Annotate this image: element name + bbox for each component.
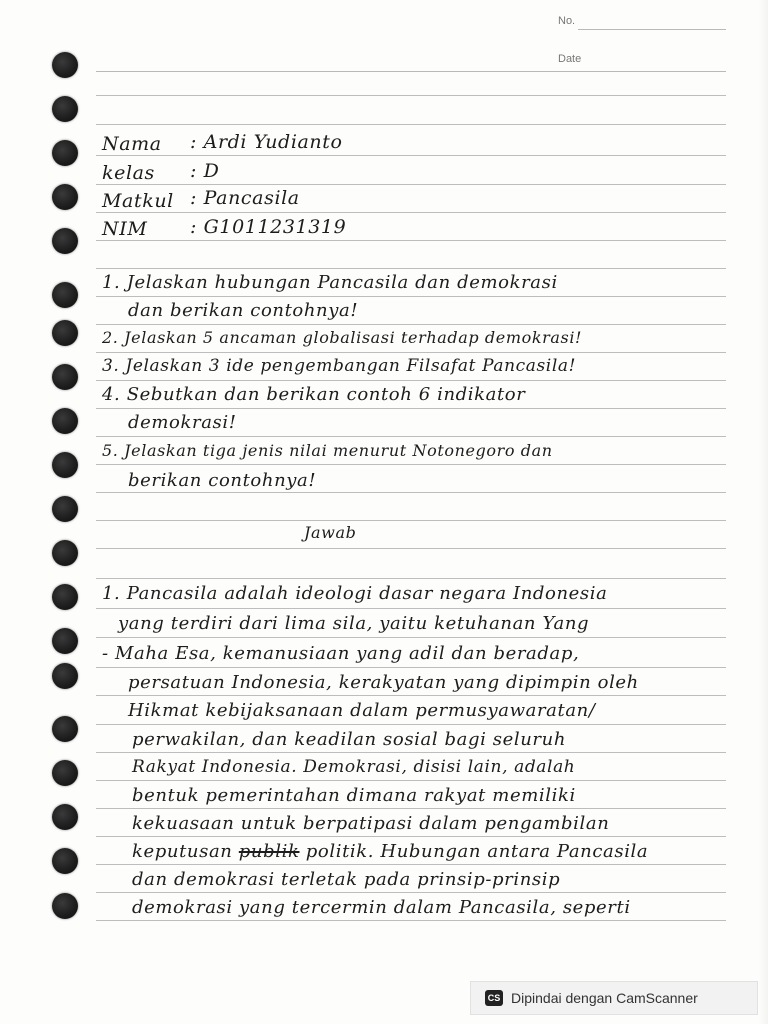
date-line (96, 71, 726, 72)
ruled-line (96, 464, 726, 465)
ruled-line (96, 95, 726, 96)
binder-hole (52, 96, 78, 122)
info-value-kelas: : D (190, 160, 220, 182)
ruled-line (96, 695, 726, 696)
ruled-line (96, 864, 726, 865)
ruled-line (96, 608, 726, 609)
binder-hole (52, 848, 78, 874)
binder-hole (52, 893, 78, 919)
answer-line: Hikmat kebijaksanaan dalam permusyawaratan/ (128, 700, 596, 721)
question-line: 1. Jelaskan hubungan Pancasila dan demokrasi (102, 272, 558, 293)
ruled-line (96, 920, 726, 921)
question-line: dan berikan contohnya! (128, 300, 359, 321)
ruled-line (96, 324, 726, 325)
answer-line: bentuk pemerintahan dimana rakyat memiliki (132, 785, 576, 806)
answer-line: dan demokrasi terletak pada prinsip-prinsip (132, 869, 561, 890)
answer-line: 1. Pancasila adalah ideologi dasar negara Indonesia (102, 583, 608, 604)
ruled-line (96, 436, 726, 437)
answer-line-prefix: keputusan (132, 841, 233, 862)
binder-hole (52, 408, 78, 434)
ruled-line (96, 637, 726, 638)
ruled-line (96, 408, 726, 409)
question-line: 2. Jelaskan 5 ancaman globalisasi terhadap demokrasi! (102, 328, 583, 347)
page-edge-shadow (758, 0, 768, 1024)
info-value-matkul: : Pancasila (190, 187, 300, 209)
ruled-line (96, 268, 726, 269)
ruled-line (96, 296, 726, 297)
question-line: 5. Jelaskan tiga jenis nilai menurut Notonegoro dan (102, 441, 553, 460)
ruled-line (96, 578, 726, 579)
info-value-nim: : G1011231319 (190, 216, 347, 238)
binder-hole (52, 804, 78, 830)
ruled-line (96, 667, 726, 668)
answer-line: perwakilan, dan keadilan sosial bagi seluruh (132, 729, 567, 750)
binder-hole (52, 716, 78, 742)
struck-word: publik (238, 841, 300, 862)
question-line: demokrasi! (128, 412, 237, 433)
binder-hole (52, 184, 78, 210)
answer-line: Rakyat Indonesia. Demokrasi, disisi lain, adalah (132, 757, 576, 777)
binder-hole (52, 584, 78, 610)
binder-hole (52, 663, 78, 689)
ruled-line (96, 780, 726, 781)
binder-hole (52, 52, 78, 78)
ruled-line (96, 212, 726, 213)
binder-hole (52, 228, 78, 254)
answer-line: kekuasaan untuk berpatipasi dalam pengambilan (132, 813, 610, 834)
binder-hole (52, 282, 78, 308)
camscanner-text: Dipindai dengan CamScanner (511, 990, 698, 1006)
binder-hole (52, 496, 78, 522)
info-label-nama: Nama (102, 133, 162, 155)
ruled-line (96, 184, 726, 185)
answer-line: demokrasi yang tercermin dalam Pancasila, seperti (132, 897, 631, 918)
binder-hole (52, 140, 78, 166)
answer-line: persatuan Indonesia, kerakyatan yang dipimpin oleh (128, 672, 639, 693)
binder-hole (52, 452, 78, 478)
ruled-line (96, 892, 726, 893)
ruled-line (96, 124, 726, 125)
ruled-line (96, 724, 726, 725)
question-line: berikan contohnya! (128, 470, 317, 491)
ruled-line (96, 240, 726, 241)
binder-hole (52, 364, 78, 390)
no-label: No. (558, 15, 576, 27)
date-label: Date (558, 53, 582, 65)
info-value-nama: : Ardi Yudianto (190, 131, 343, 153)
ruled-line (96, 808, 726, 809)
no-line (578, 29, 726, 30)
answer-heading: Jawab (304, 523, 357, 542)
binder-hole (52, 628, 78, 654)
info-label-kelas: kelas (102, 162, 155, 184)
ruled-line (96, 520, 726, 521)
ruled-line (96, 352, 726, 353)
question-line: 3. Jelaskan 3 ide pengembangan Filsafat Pancasila! (102, 356, 577, 376)
answer-line: - Maha Esa, kemanusiaan yang adil dan beradap, (102, 643, 580, 664)
ruled-line (96, 155, 726, 156)
ruled-line (96, 492, 726, 493)
camscanner-icon: CS (485, 990, 503, 1006)
info-label-nim: NIM (102, 218, 148, 240)
camscanner-watermark (470, 981, 758, 1015)
info-label-matkul: Matkul (102, 190, 174, 212)
binder-hole (52, 540, 78, 566)
binder-hole (52, 760, 78, 786)
answer-line: yang terdiri dari lima sila, yaitu ketuhanan Yang (118, 613, 590, 634)
ruled-line (96, 836, 726, 837)
ruled-line (96, 380, 726, 381)
answer-line-with-strike (132, 841, 648, 862)
ruled-line (96, 752, 726, 753)
binder-hole (52, 320, 78, 346)
answer-line-suffix: politik. Hubungan antara Pancasila (305, 841, 649, 862)
question-line: 4. Sebutkan dan berikan contoh 6 indikator (102, 384, 526, 405)
ruled-line (96, 548, 726, 549)
